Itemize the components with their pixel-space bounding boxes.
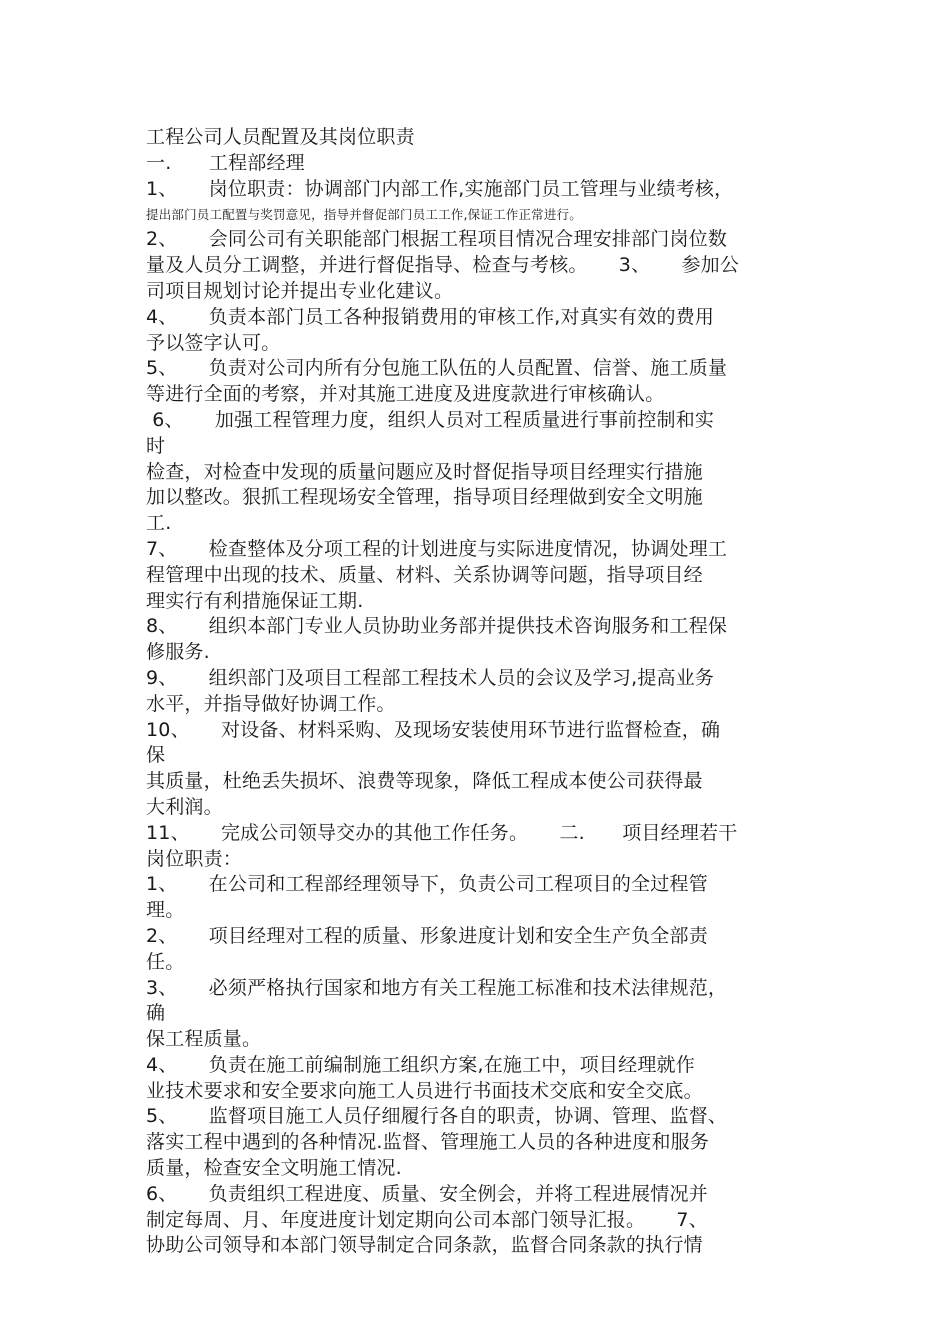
text-line: 确 <box>146 1002 166 1025</box>
text-line: 4、 负责在施工前编制施工组织方案,在施工中，项目经理就作 <box>146 1053 695 1076</box>
text-line: 司项目规划讨论并提出专业化建议。 <box>146 279 454 302</box>
text-line: 8、 组织本部门专业人员协助业务部并提供技术咨询服务和工程保 <box>146 615 728 638</box>
text-line: 3、 必须严格执行国家和地方有关工程施工标准和技术法律规范， <box>146 976 728 999</box>
text-line: 保 <box>146 744 166 767</box>
text-line: 修服务. <box>146 641 210 664</box>
text-line: 等进行全面的考察，并对其施工进度及进度款进行审核确认。 <box>146 383 665 406</box>
text-line: 其质量，杜绝丢失损坏、浪费等现象，降低工程成本使公司获得最 <box>146 770 703 793</box>
text-line: 提出部门员工配置与奖罚意见，指导并督促部门员工工作,保证工作正常进行。 <box>146 207 582 223</box>
document-title: 工程公司人员配置及其岗位职责 <box>146 126 415 148</box>
text-line: 工. <box>146 512 172 535</box>
text-line: 落实工程中遇到的各种情况.监督、管理施工人员的各种进度和服务 <box>146 1131 710 1154</box>
text-line: 加以整改。狠抓工程现场安全管理，指导项目经理做到安全文明施 <box>146 486 703 509</box>
text-line: 大利润。 <box>146 795 223 818</box>
text-line: 程管理中出现的技术、质量、材料、关系协调等问题，指导项目经 <box>146 563 703 586</box>
text-line: 岗位职责： <box>146 847 243 870</box>
text-line: 检查，对检查中发现的质量问题应及时督促指导项目经理实行措施 <box>146 460 703 483</box>
section-heading: 一. 工程部经理 <box>146 151 305 174</box>
text-line: 5、 监督项目施工人员仔细履行各自的职责，协调、管理、监督、 <box>146 1105 728 1128</box>
text-line: 任。 <box>146 950 185 973</box>
text-line: 1、 在公司和工程部经理领导下，负责公司工程项目的全过程管 <box>146 873 708 896</box>
text-line: 10、 对设备、材料采购、及现场安装使用环节进行监督检查，确 <box>146 718 721 741</box>
text-line: 业技术要求和安全要求向施工人员进行书面技术交底和安全交底。 <box>146 1079 703 1102</box>
text-line: 7、 检查整体及分项工程的计划进度与实际进度情况，协调处理工 <box>146 537 728 560</box>
text-line: 协助公司领导和本部门领导制定合同条款，监督合同条款的执行情 <box>146 1234 703 1257</box>
text-line: 2、 会同公司有关职能部门根据工程项目情况合理安排部门岗位数 <box>146 228 728 251</box>
text-line: 11、 完成公司领导交办的其他工作任务。 二. 项目经理若干 <box>146 821 738 844</box>
text-line: 量及人员分工调整，并进行督促指导、检查与考核。 3、 参加公 <box>146 254 740 277</box>
text-line: 质量，检查安全文明施工情况. <box>146 1157 402 1180</box>
text-line: 时 <box>146 434 166 457</box>
text-line: 6、 加强工程管理力度，组织人员对工程质量进行事前控制和实 <box>146 408 715 431</box>
text-line: 予以签字认可。 <box>146 331 281 354</box>
text-line: 4、 负责本部门员工各种报销费用的审核工作,对真实有效的费用 <box>146 305 715 328</box>
text-line: 9、 组织部门及项目工程部工程技术人员的会议及学习,提高业务 <box>146 666 715 689</box>
text-line: 理实行有利措施保证工期. <box>146 589 364 612</box>
text-line: 1、 岗位职责：协调部门内部工作,实施部门员工管理与业绩考核， <box>146 177 734 200</box>
text-line: 制定每周、月、年度进度计划定期向公司本部门领导汇报。 7、 <box>146 1208 708 1231</box>
text-line: 水平，并指导做好协调工作。 <box>146 692 396 715</box>
text-line: 6、 负责组织工程进度、质量、安全例会，并将工程进展情况并 <box>146 1182 708 1205</box>
text-line: 理。 <box>146 899 185 922</box>
document-body <box>146 125 811 1259</box>
text-line: 保工程质量。 <box>146 1028 262 1051</box>
text-line: 5、 负责对公司内所有分包施工队伍的人员配置、信誉、施工质量 <box>146 357 728 380</box>
text-line: 2、 项目经理对工程的质量、形象进度计划和安全生产负全部责 <box>146 924 708 947</box>
